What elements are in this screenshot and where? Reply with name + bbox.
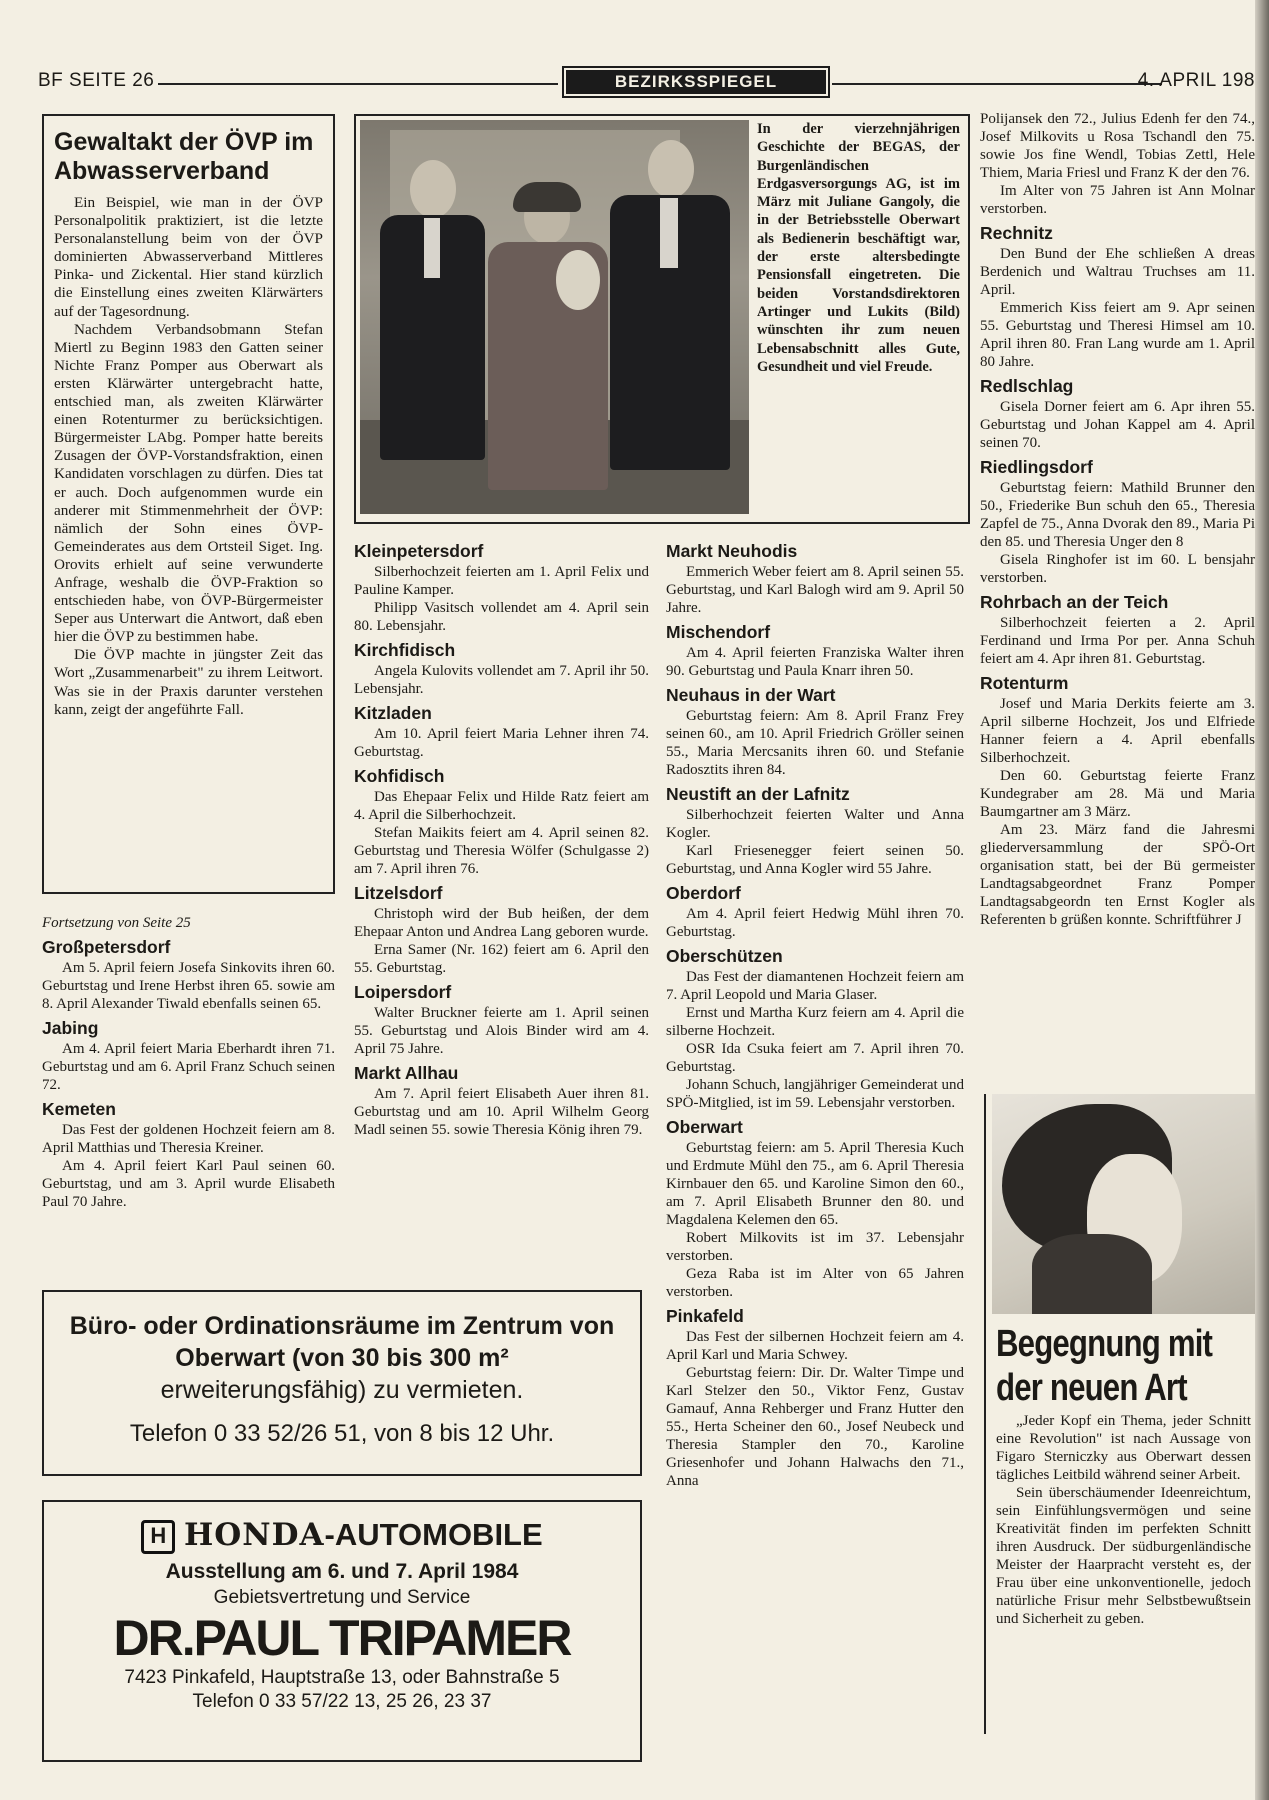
local-section [354, 767, 649, 878]
section-title: Riedlingsdorf [980, 457, 1093, 477]
section-paragraph: Angela Kulovits vollendet am 7. April ihr 50. Lebensjahr. [354, 663, 649, 697]
group-photo [360, 120, 749, 514]
article-title: Gewaltakt der ÖVP im Abwasserverband [54, 128, 314, 185]
local-section [42, 1019, 335, 1094]
local-section [354, 983, 649, 1058]
page-edge [1255, 0, 1269, 1800]
dealer-phone: Telefon 0 33 57/22 13, 25 26, 23 37 [192, 1691, 492, 1712]
section-paragraph: Den 60. Geburtstag feierte Franz Kundegraber am 28. Mä und Maria Baumgartner am 3 März. [980, 768, 1255, 820]
section-title: Rechnitz [980, 223, 1053, 243]
section-paragraph: Das Fest der diamantenen Hochzeit feiern am 7. April Leopold und Maria Glaser. [666, 969, 964, 1003]
dealer-address: 7423 Pinkafeld, Hauptstraße 13, oder Bahnstraße 5 [124, 1667, 560, 1688]
local-section [354, 704, 649, 761]
dealer-name: DR.PAUL TRIPAMER [113, 1610, 571, 1666]
section-paragraph: Stefan Maikits feiert am 4. April seinen 82. Geburtstag und Theresia Wölfer (Schulgasse 2) am 7. April ihren 76. [354, 825, 649, 877]
local-section [666, 1307, 964, 1490]
local-section [354, 542, 649, 635]
section-title: Redlschlag [980, 376, 1074, 396]
section-title: Neustift an der Lafnitz [666, 784, 850, 804]
section-paragraph: Emmerich Weber feiert am 8. April seinen 55. Geburtstag, und Karl Balogh wird am 9. April 50 Jahre. [666, 564, 964, 616]
page-number: BF SEITE 26 [38, 70, 155, 91]
section-paragraph: Am 5. April feiern Josefa Sinkovits ihren 60. Geburtstag und Irene Herbst ihren 65. sowie am 8. April Alexander Tiwald ebenfalls seinen 65. [42, 960, 335, 1012]
local-section [980, 224, 1255, 371]
section-paragraph: Am 7. April feiert Elisabeth Auer ihren 81. Geburtstag und am 10. April Wilhelm Georg Madl seinen 55. sowie Theresia König ihren 79. [354, 1086, 649, 1138]
ad-line: Büro- oder Ordinationsräume im Zentrum von Oberwart (von 30 bis 300 m² [69, 1312, 615, 1372]
section-title: Kohfidisch [354, 766, 445, 786]
section-paragraph: Silberhochzeit feierten a 2. April Ferdinand und Irma Por per. Anna Schuh feiert am 4. Apr ihren 81. Geburtstag. [980, 615, 1255, 667]
section-paragraph: Am 23. März fand die Jahresmi gliederversammlung der SPÖ-Ort organisation statt, bei der Bü germeister Landtagsabgeordnet Franz Pomper Landtagsabgeordn ten Ernst Kogler als Referenten b grüßen konnte. Schriftführer J [980, 822, 1255, 928]
section-title: Kitzladen [354, 703, 432, 723]
ad-phone: Telefon 0 33 52/26 51, von 8 bis 12 Uhr. [129, 1420, 555, 1447]
section-title: Rotenturm [980, 673, 1069, 693]
local-section [354, 884, 649, 977]
section-title: Oberdorf [666, 883, 741, 903]
local-section [666, 542, 964, 617]
article-paragraph: Die ÖVP machte in jüngster Zeit das Wort „Zusammenarbeit" zu ihrem Leitwort. Was sie in der Praxis darunter verstehen kann, zeigt der angeführte Fall. [54, 646, 323, 718]
section-paragraph: Ernst und Martha Kurz feiern am 4. April die silberne Hochzeit. [666, 1005, 964, 1039]
column-1 [42, 914, 335, 1211]
exhibition-date: Ausstellung am 6. und 7. April 1984 [165, 1560, 519, 1583]
section-paragraph: Emmerich Kiss feiert am 9. Apr seinen 55. Geburtstag und Theresi Himsel am 10. April ihren 80. Fran Lang wurde am 1. April 80 Jahre. [980, 300, 1255, 370]
section-paragraph: Den Bund der Ehe schließen A dreas Berdenich und Waltrau Truchses am 11. April. [980, 246, 1255, 298]
section-paragraph: Geburtstag feiern: am 5. April Theresia Kuch und Erdmute Mühl den 75., am 6. April Theresia Kirnbauer den 65. und Karoline Simon den 60., am 7. April Elisabeth Brunner den 80. und Magdalena Kelemen den 65. [666, 1140, 964, 1228]
section-title: Kleinpetersdorf [354, 541, 484, 561]
section-title: Markt Allhau [354, 1063, 459, 1083]
local-section [666, 1118, 964, 1301]
section-paragraph: Geburtstag feiern: Mathild Brunner den 50., Friederike Bun schuh den 65., Theresia Zapfel de 75., Anna Dvorak den 89., Maria Pi den 85. und Theresia Unger den 8 [980, 480, 1255, 550]
section-title: Kemeten [42, 1099, 116, 1119]
section-paragraph: Geburtstag feiern: Am 8. April Franz Frey seinen 60., am 10. April Friedrich Gröller seinen 55., Maria Mercsanits ihren 60. und Stefanie Radosztits ihren 84. [666, 708, 964, 778]
local-section [666, 884, 964, 941]
section-paragraph: Am 4. April feiert Karl Paul seinen 60. Geburtstag, und am 3. April wurde Elisabeth Paul 70 Jahre. [42, 1158, 335, 1210]
section-paragraph: Das Fest der goldenen Hochzeit feiern am 8. April Matthias und Theresia Kreiner. [42, 1122, 335, 1156]
honda-suffix: -AUTOMOBILE [324, 1517, 543, 1552]
section-paragraph: Am 4. April feiert Hedwig Mühl ihren 70. Geburtstag. [666, 906, 964, 940]
article-paragraph: Ein Beispiel, wie man in der ÖVP Personalpolitik praktiziert, ist die letzte Personalanstellung beim von der ÖVP dominierten Abwasserverband Mittleres Pinka- und Zickental. Hier stand kürzlich die Einstellung eines zweiten Klärwärters auf der Tagesordnung. [54, 194, 323, 320]
column-2 [354, 536, 649, 1139]
section-title: Markt Neuhodis [666, 541, 798, 561]
section-title: Jabing [42, 1018, 99, 1038]
section-paragraph: Robert Milkovits ist im 37. Lebensjahr verstorben. [666, 1230, 964, 1264]
portrait-photo [992, 1094, 1257, 1314]
article-body [54, 194, 323, 719]
local-section [666, 686, 964, 779]
section-title: Oberschützen [666, 946, 783, 966]
continuation-note: Fortsetzung von Seite 25 [42, 915, 191, 931]
section-paragraph: Das Ehepaar Felix und Hilde Ratz feiert am 4. April die Silberhochzeit. [354, 789, 649, 823]
local-section [980, 593, 1255, 668]
local-section [42, 1100, 335, 1211]
column-4 [980, 110, 1255, 1100]
honda-logo-icon: H [141, 1520, 175, 1554]
section-title: Mischendorf [666, 622, 771, 642]
section-title: Pinkafeld [666, 1306, 744, 1326]
feature-paragraph: Sein überschäumender Ideenreichtum, sein Einfühlungsvermögen und seine Kreativität finden im perfekten Schnitt ihren Ausdruck. Der südburgenländische Meister der Haarpracht versteht es, der Frau über eine unkonventionelle, jedoch natürliche Frisur mehr Selbstbewußtsein und Sicherheit zu geben. [996, 1485, 1251, 1627]
section-paragraph: Karl Friesenegger feiert seinen 50. Geburtstag, und Anna Kogler wird 55 Jahre. [666, 843, 964, 877]
feature-box [984, 1094, 1257, 1734]
section-paragraph: Das Fest der silbernen Hochzeit feiern am 4. April Karl und Maria Schwey. [666, 1329, 964, 1363]
honda-brand: HONDA [183, 1517, 325, 1553]
local-section [354, 1064, 649, 1139]
section-paragraph: Christoph wird der Bub heißen, der dem Ehepaar Anton und Andrea Lang geboren wurde. [354, 906, 649, 940]
honda-headline [54, 1516, 630, 1554]
section-paragraph: Johann Schuch, langjähriger Gemeinderat und SPÖ-Mitglied, ist im 59. Lebensjahr verstorben. [666, 1077, 964, 1111]
service-line: Gebietsvertretung und Service [213, 1587, 471, 1608]
section-title: Großpetersdorf [42, 937, 171, 957]
person-center [488, 190, 608, 490]
section-title: Kirchfidisch [354, 640, 456, 660]
ad-line: erweiterungsfähig) zu vermieten. [160, 1376, 524, 1404]
local-section [980, 674, 1255, 929]
section-paragraph: Am 4. April feierten Franziska Walter ihren 90. Geburtstag und Paula Knarr ihren 50. [666, 645, 964, 679]
section-paragraph: Josef und Maria Derkits feierte am 3. April silberne Hochzeit, Jos und Elfriede Hanner feiern a 4. April ebenfalls Silberhochzeit. [980, 696, 1255, 766]
local-section [666, 947, 964, 1112]
person-left [380, 160, 485, 460]
section-title: Rohrbach an der Teich [980, 592, 1169, 612]
section-paragraph: Am 10. April feiert Maria Lehner ihren 74. Geburtstag. [354, 726, 649, 760]
person-right [610, 140, 730, 470]
section-title: Litzelsdorf [354, 883, 443, 903]
section-title: Oberwart [666, 1117, 743, 1137]
section-paragraph: Silberhochzeit feierten Walter und Anna Kogler. [666, 807, 964, 841]
feature-title: Begegnung mit der neuen Art [996, 1323, 1213, 1409]
section-title: Neuhaus in der Wart [666, 685, 836, 705]
section-paragraph: Im Alter von 75 Jahren ist Ann Molnar verstorben. [980, 183, 1255, 217]
section-paragraph: Erna Samer (Nr. 162) feiert am 6. April den 55. Geburtstag. [354, 942, 649, 976]
photo-caption: In der vierzehnjährigen Geschichte der BEGAS, der Burgenländischen Erdgasversorgungs AG, ist im März mit Juliane Gangoly, die in der Betriebsstelle Oberwart als Bedienerin beschäftigt war, der erste altersbedingte Pensionsfall eingetreten. Die beiden Vorstandsdirektoren Artinger und Lukits (Bild) wünschten ihr zum neuen Lebensabschnitt alles Gute, Gesundheit und viel Freude. [757, 121, 960, 375]
section-paragraph: Silberhochzeit feierten am 1. April Felix und Pauline Kamper. [354, 564, 649, 598]
local-section [980, 377, 1255, 452]
section-paragraph: Geburtstag feiern: Dir. Dr. Walter Timpe und Karl Stelzer den 50., Viktor Fenz, Gustav Gamauf, Anna Rehberger und Franz Hutter den 55., Herta Scheiner den 60., Josef Neubeck und Theresia Stampler den 70., Karoline Griesenhofer und Johann Halwachs den 71., Anna [666, 1365, 964, 1489]
honda-ad [42, 1500, 642, 1762]
local-section [980, 458, 1255, 587]
section-title: Loipersdorf [354, 982, 452, 1002]
feature-paragraph: „Jeder Kopf ein Thema, jeder Schnitt eine Revolution" ist nach Aussage von Figaro Sterniczky aus Oberwart dessen tägliches Leitbild während seiner Arbeit. [996, 1413, 1251, 1483]
feature-body [996, 1412, 1251, 1628]
section-paragraph: Gisela Ringhofer ist im 60. L bensjahr verstorben. [980, 552, 1255, 586]
section-paragraph: Geza Raba ist im Alter von 65 Jahren verstorben. [666, 1266, 964, 1300]
photo-box [354, 114, 970, 524]
local-section [666, 623, 964, 680]
section-paragraph: Philipp Vasitsch vollendet am 4. April sein 80. Lebensjahr. [354, 600, 649, 634]
page-header [38, 64, 1255, 100]
section-paragraph: OSR Ida Csuka feiert am 7. April ihren 70. Geburtstag. [666, 1041, 964, 1075]
section-paragraph: Am 4. April feiert Maria Eberhardt ihren 71. Geburtstag und am 6. April Franz Schuch seinen 72. [42, 1041, 335, 1093]
issue-date: 4. APRIL 198 [1137, 70, 1255, 91]
section-paragraph: Walter Bruckner feierte am 1. April seinen 55. Geburtstag und Alois Binder wird am 4. April 75 Jahre. [354, 1005, 649, 1057]
boxed-article [42, 114, 335, 894]
local-section [666, 785, 964, 878]
column-3 [666, 536, 964, 1490]
rental-ad [42, 1290, 642, 1476]
section-paragraph: Gisela Dorner feiert am 6. Apr ihren 55. Geburtstag und Johan Kappel am 4. April seinen 70. [980, 399, 1255, 451]
article-paragraph: Nachdem Verbandsobmann Stefan Miertl zu Beginn 1983 den Gatten seiner Nichte Franz Pomper aus Oberwart als ersten Klärwärter untergebracht hatte, entschied man, als zweiten Klärwärter einen Rotenturmer zu berücksichtigen. Bürgermeister LAbg. Pomper hatte bereits Zusagen der ÖVP-Vorstandsfraktion, einen Kandidaten vorschlagen zu dürfen. Dies tat er auch. Doch aufgenommen wurde ein anderer mit Stimmenmehrheit der ÖVP: nämlich der Sohn eines ÖVP-Gemeinderates aus dem Ortsteil Siget. Ing. Orovits erhielt auf seine verwunderte Anfrage, weshalb die ÖVP-Fraktion so entschieden habe, von ÖVP-Bürgermeister Seper aus Unterwart die Antwort, daß eben hier die ÖVP zu bestimmen habe. [54, 320, 323, 646]
section-paragraph: Polijansek den 72., Julius Edenh fer den 74., Josef Milkovits u Rosa Tschandl den 75. sowie Jos fine Wendl, Tobias Zettl, Hele Thiem, Maria Friesl und Franz K der den 76. [980, 111, 1255, 181]
local-section [42, 938, 335, 1013]
local-section [354, 641, 649, 698]
section-banner: BEZIRKSSPIEGEL [562, 66, 830, 98]
